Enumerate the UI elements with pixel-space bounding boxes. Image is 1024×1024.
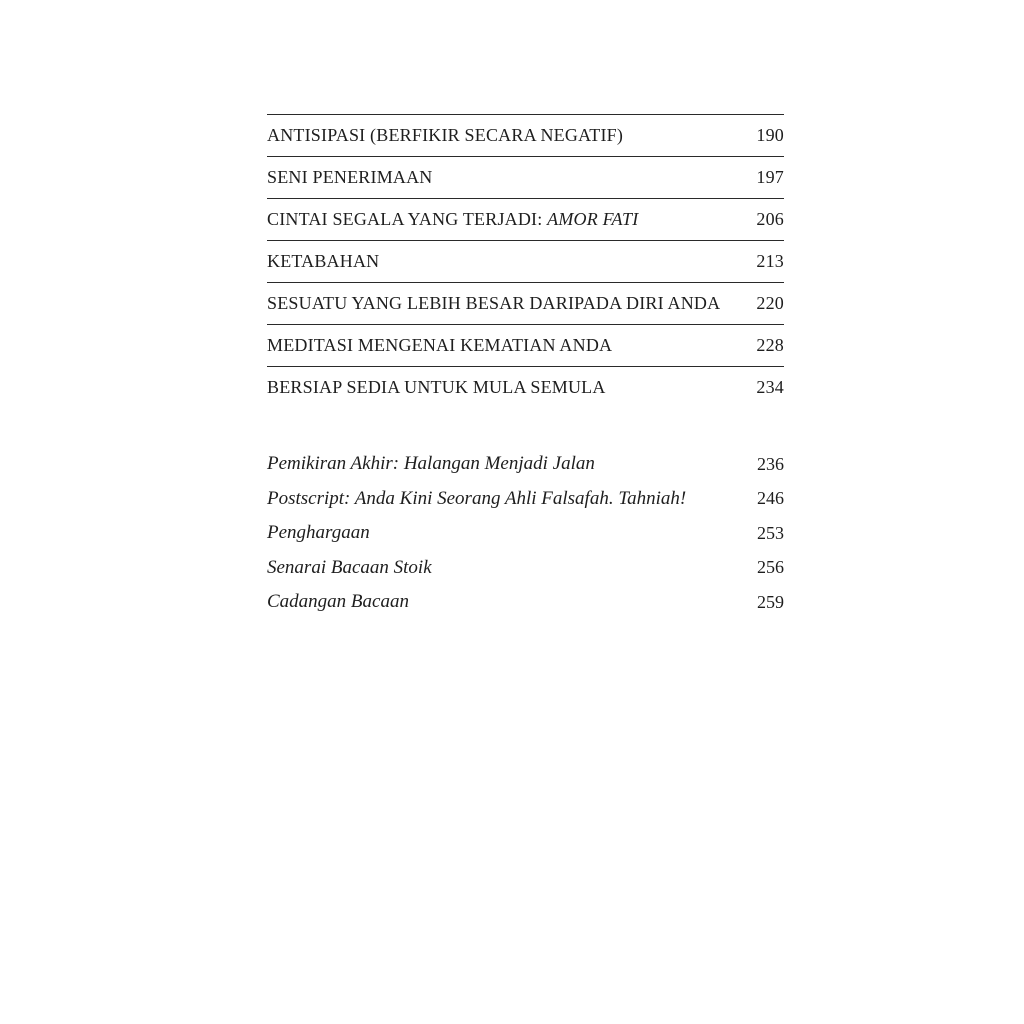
back-matter-title: Penghargaan [267,522,370,544]
toc-chapter-row [267,115,784,157]
toc-chapter-row [267,367,784,408]
table-of-contents [267,114,784,620]
page-number: 213 [756,251,784,271]
toc-chapter-row [267,283,784,325]
chapter-title: SESUATU YANG LEBIH BESAR DARIPADA DIRI ANDA [267,293,721,313]
back-matter-list [267,447,784,620]
page-number: 220 [756,293,784,313]
toc-back-matter-row [267,447,784,482]
toc-back-matter-row [267,585,784,620]
toc-chapter-row [267,199,784,241]
toc-back-matter-row [267,551,784,586]
toc-back-matter-row [267,516,784,551]
toc-back-matter-row [267,482,784,517]
page-number: 253 [757,522,784,543]
page-number: 236 [757,453,784,474]
chapter-title: MEDITASI MENGENAI KEMATIAN ANDA [267,335,613,355]
chapter-title: CINTAI SEGALA YANG TERJADI: AMOR FATI [267,209,639,229]
page-number: 190 [756,125,784,145]
chapter-title: BERSIAP SEDIA UNTUK MULA SEMULA [267,377,606,397]
toc-chapter-row [267,241,784,283]
chapter-title: SENI PENERIMAAN [267,167,433,187]
page-number: 256 [757,557,784,578]
back-matter-title: Senarai Bacaan Stoik [267,556,432,578]
toc-chapter-row [267,157,784,199]
page-number: 197 [756,167,784,187]
page-number: 246 [757,488,784,509]
page-number: 259 [757,591,784,612]
back-matter-title: Postscript: Anda Kini Seorang Ahli Falsafah. Tahniah! [267,487,687,509]
page-number: 234 [756,377,784,397]
toc-chapter-row [267,325,784,367]
chapter-title: ANTISIPASI (BERFIKIR SECARA NEGATIF) [267,125,624,145]
page-number: 228 [756,335,784,355]
back-matter-title: Cadangan Bacaan [267,591,409,613]
chapter-title: KETABAHAN [267,251,380,271]
page-number: 206 [756,209,784,229]
back-matter-title: Pemikiran Akhir: Halangan Menjadi Jalan [267,453,595,475]
